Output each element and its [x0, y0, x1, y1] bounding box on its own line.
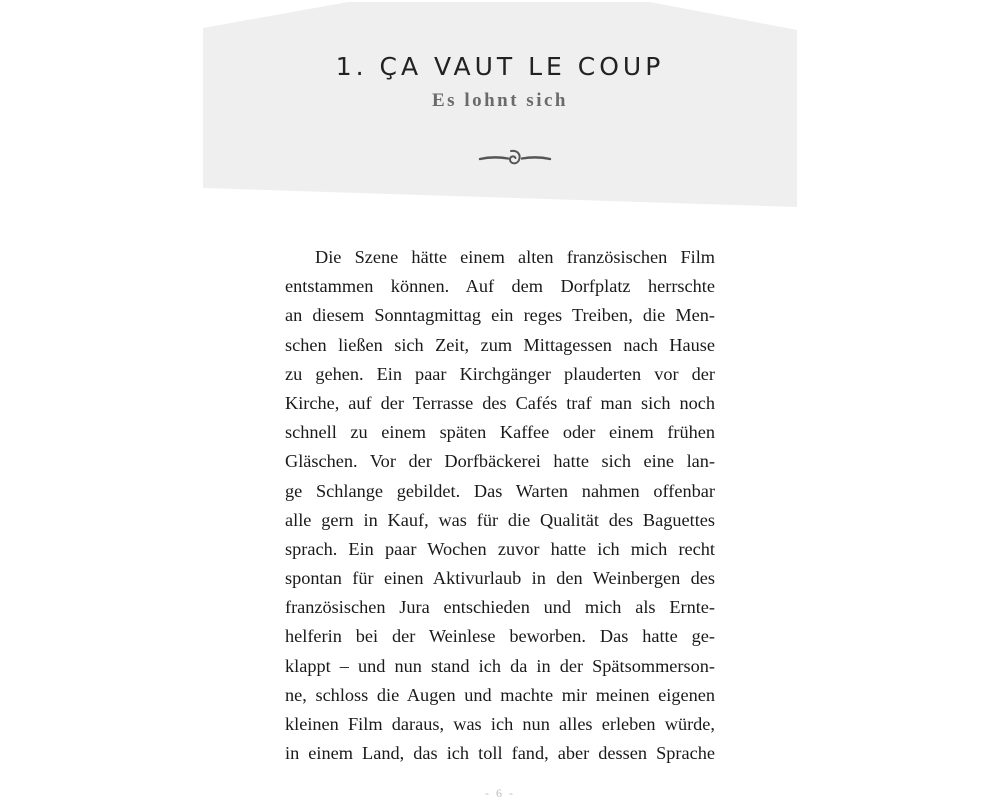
- text-line: Die Szene hätte einem alten französischen Film: [315, 247, 715, 267]
- text-line: an diesem Sonntagmittag ein reges Treiben, die Men-: [285, 305, 715, 326]
- text-line: zu gehen. Ein paar Kirchgänger plauderten vor der: [285, 363, 715, 384]
- chapter-subtitle: Es lohnt sich: [432, 90, 568, 111]
- chapter-title: 1. ÇA VAUT LE COUP: [335, 52, 665, 81]
- text-line: helferin bei der Weinlese beworben. Das hatte ge-: [285, 626, 715, 647]
- text-line: spontan für einen Aktivurlaub in den Weinbergen des: [285, 568, 715, 589]
- text-line: ne, schloss die Augen und machte mir meinen eigenen: [285, 684, 715, 705]
- text-line: sprach. Ein paar Wochen zuvor hatte ich mich recht: [285, 538, 715, 559]
- text-line: klappt – und nun stand ich da in der Spätsommerson-: [285, 655, 715, 676]
- text-line: schnell zu einem späten Kaffee oder einem frühen: [285, 422, 715, 443]
- text-line: alle gern in Kauf, was für die Qualität des Baguettes: [285, 509, 715, 530]
- page-number: - 6 -: [485, 786, 515, 800]
- text-line: ge Schlange gebildet. Das Warten nahmen offenbar: [285, 480, 715, 501]
- text-line: schen ließen sich Zeit, zum Mittagessen nach Hause: [285, 334, 715, 355]
- text-line: Kirche, auf der Terrasse des Cafés traf man sich noch: [285, 392, 715, 413]
- text-line: in einem Land, das ich toll fand, aber dessen Sprache: [285, 743, 715, 764]
- text-line: französischen Jura entschieden und mich als Ernte-: [285, 597, 715, 618]
- text-line: kleinen Film daraus, was ich nun alles erleben würde,: [285, 714, 715, 734]
- chapter-body-text: [285, 243, 715, 768]
- text-line: Gläschen. Vor der Dorfbäckerei hatte sich eine lan-: [285, 451, 715, 472]
- swirl-ornament-icon: [475, 146, 555, 170]
- text-line: entstammen können. Auf dem Dorfplatz herrschte: [285, 276, 715, 297]
